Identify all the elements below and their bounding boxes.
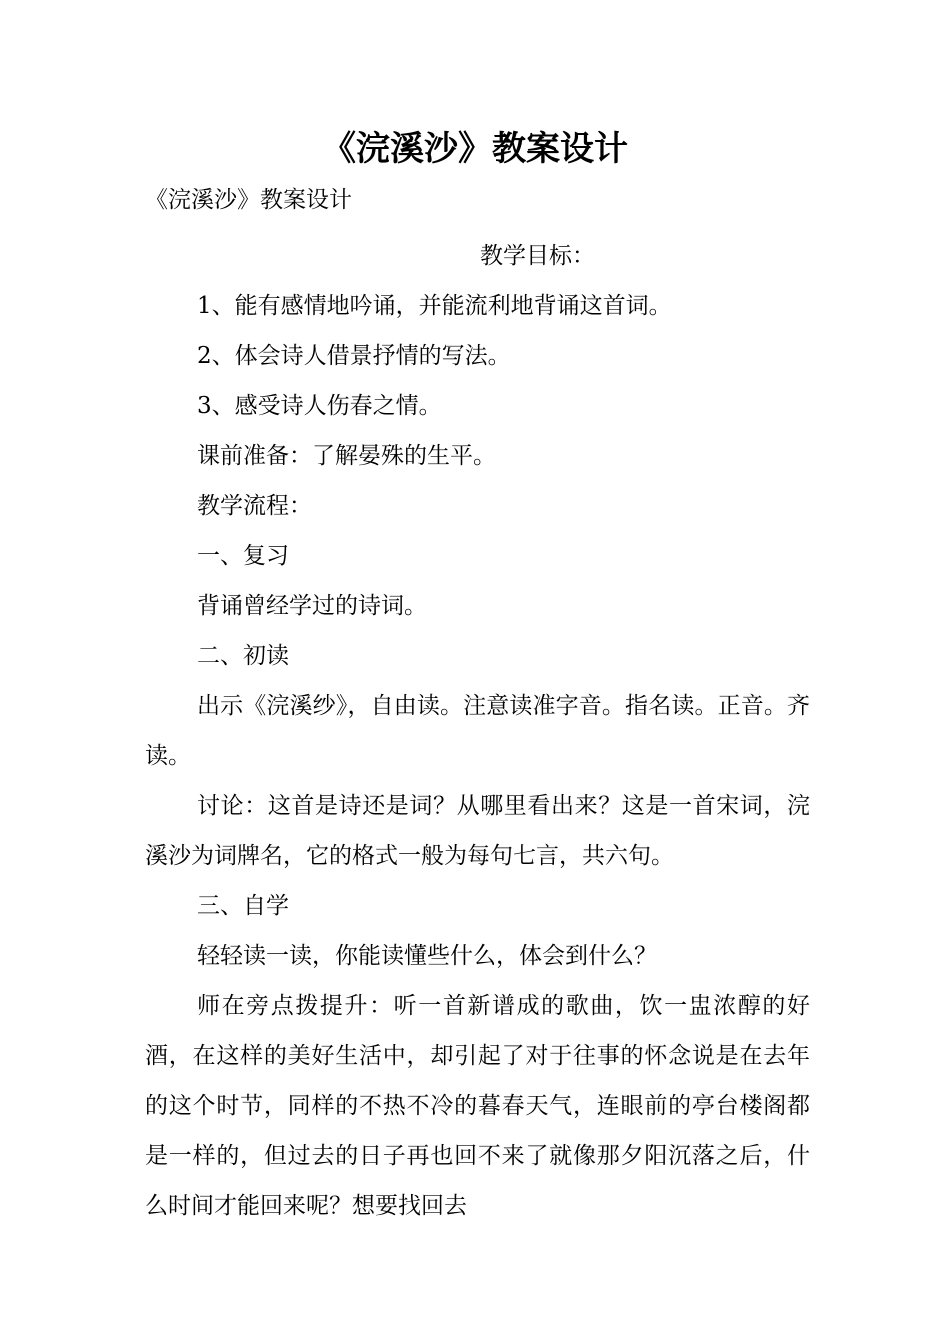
document-subtitle: 《浣溪沙》教案设计 bbox=[145, 187, 352, 213]
teacher-guidance-text: 师在旁点拨提升：听一首新谱成的歌曲，饮一盅浓醇的好酒，在这样的美好生活中，却引起了对于往事的怀念说是在去年的这个时节，同样的不热不冷的暮春天气，连眼前的亭台楼阁都是一样的，但过去的日子再也回不来了就像那夕阳沉落之后，什么时间才能回来呢？想要找回去 bbox=[145, 993, 810, 1219]
objective-3: 3、感受诗人伤春之情。 bbox=[197, 393, 442, 419]
section-heading-objectives: 教学目标： bbox=[480, 243, 595, 269]
document-body bbox=[145, 231, 810, 1231]
objective-1: 1、能有感情地吟诵，并能流利地背诵这首词。 bbox=[197, 293, 672, 319]
section-review: 一、复习 bbox=[197, 543, 289, 569]
discussion-text: 讨论：这首是诗还是词？从哪里看出来？这是一首宋词，浣溪沙为词牌名，它的格式一般为每句七言，共六句。 bbox=[145, 793, 810, 869]
section-heading-process: 教学流程： bbox=[197, 493, 312, 519]
section-self-study: 三、自学 bbox=[197, 893, 289, 919]
first-reading-text: 出示《浣溪纱》，自由读。注意读准字音。指名读。正音。齐读。 bbox=[145, 693, 810, 769]
objective-2: 2、体会诗人借景抒情的写法。 bbox=[197, 343, 511, 369]
review-text: 背诵曾经学过的诗词。 bbox=[197, 593, 427, 619]
self-study-text: 轻轻读一读，你能读懂些什么，体会到什么？ bbox=[197, 943, 657, 969]
section-first-reading: 二、初读 bbox=[197, 643, 289, 669]
document-title: 《浣溪沙》教案设计 bbox=[322, 129, 628, 169]
preparation: 课前准备：了解晏殊的生平。 bbox=[197, 443, 496, 469]
